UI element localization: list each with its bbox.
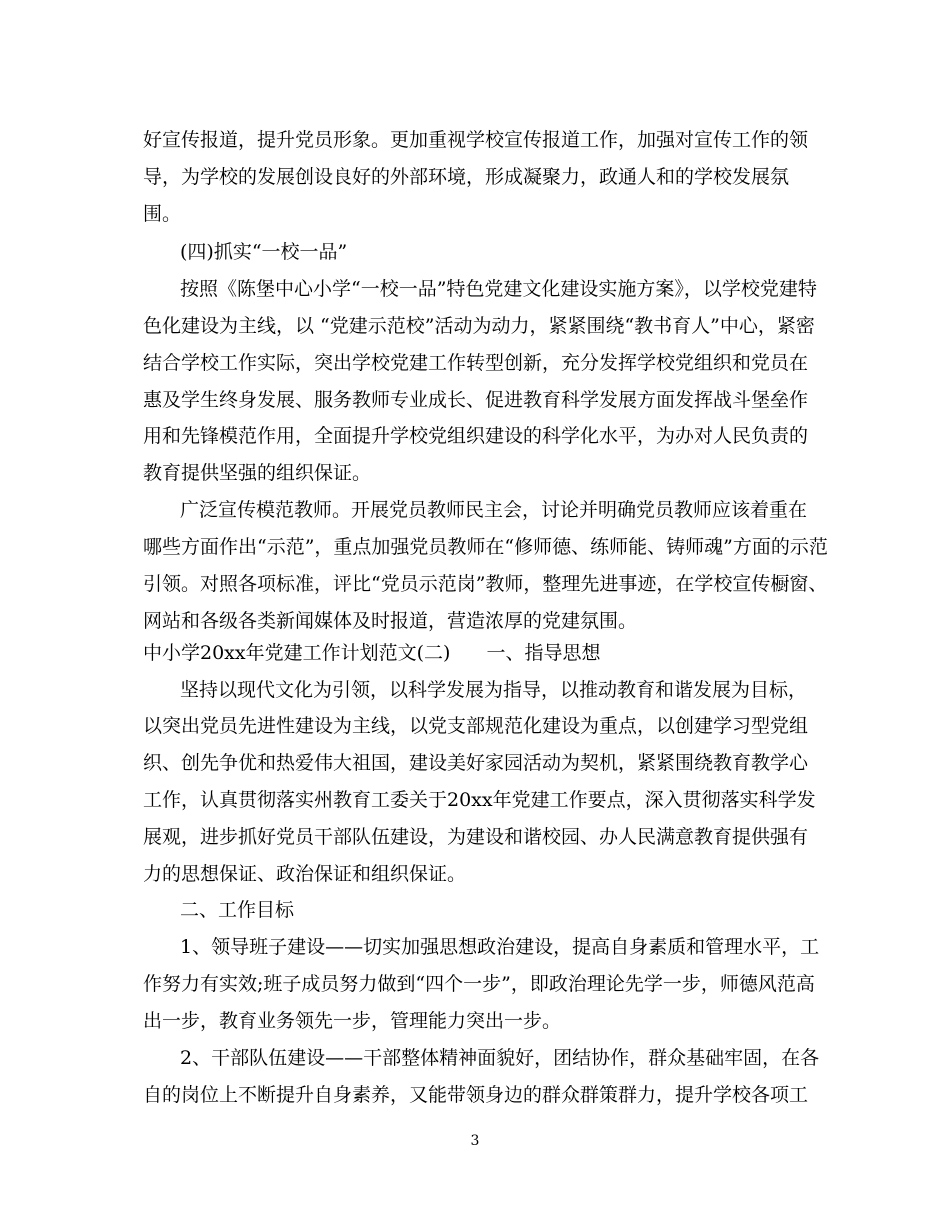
- page-number: 3: [470, 1133, 480, 1149]
- text-line: 工作，认真贯彻落实州教育工委关于20xx年党建工作要点，深入贯彻落实科学发: [143, 789, 816, 811]
- text-line: 按照《陈堡中心小学“一校一品”特色党建文化建设实施方案》，以学校党建特: [180, 278, 817, 300]
- text-line: 以突出党员先进性建设为主线，以党支部规范化建设为重点，以创建学习型党组: [143, 715, 809, 737]
- text-line: 作努力有实效;班子成员努力做到“四个一步”，即政治理论先学一步，师德风范高: [143, 973, 815, 995]
- text-line: 力的思想保证、政治保证和组织保证。: [143, 863, 467, 885]
- section-heading: 二、工作目标: [180, 899, 295, 921]
- section-heading: 一、指导思想: [486, 642, 601, 664]
- text-line: 引领。对照各项标准，评比“党员示范岗”教师，整理先进事迹，在学校宣传橱窗、: [143, 573, 828, 595]
- text-line: 色化建设为主线，以 “党建示范校”活动为动力，紧紧围绕“教书育人”中心，紧密: [143, 315, 815, 337]
- text-line: 展观，进步抓好党员干部队伍建设，为建设和谐校园、办人民满意教育提供强有: [143, 826, 809, 848]
- document-title-line: [143, 641, 600, 665]
- text-line: 织、创先争优和热爱伟大祖国，建设美好家园活动为契机，紧紧围绕教育教学心: [143, 752, 809, 774]
- text-line: 1、领导班子建设——切实加强思想政治建设，提高自身素质和管理水平，工: [180, 936, 820, 958]
- text-line: 自的岗位上不断提升自身素养，又能带领身边的群众群策群力，提升学校各项工: [143, 1084, 809, 1106]
- text-line: 2、干部队伍建设——干部整体精神面貌好，团结协作，群众基础牢固，在各: [180, 1047, 820, 1069]
- text-line: 围。: [143, 203, 182, 225]
- document-title: 中小学20xx年党建工作计划范文(二): [143, 642, 451, 664]
- section-heading: (四)抓实“一校一品”: [180, 241, 348, 263]
- text-line: 网站和各级各类新闻媒体及时报道，营造浓厚的党建氛围。: [143, 610, 638, 632]
- text-line: 出一步，教育业务领先一步，管理能力突出一步。: [143, 1010, 562, 1032]
- text-line: 好宣传报道，提升党员形象。更加重视学校宣传报道工作，加强对宣传工作的领: [143, 129, 809, 151]
- text-line: 惠及学生终身发展、服务教师专业成长、促进教育科学发展方面发挥战斗堡垒作: [143, 389, 809, 411]
- text-line: 教育提供坚强的组织保证。: [143, 462, 372, 484]
- text-line: 广泛宣传模范教师。开展党员教师民主会，讨论并明确党员教师应该着重在: [180, 499, 808, 521]
- text-line: 坚持以现代文化为引领，以科学发展为指导，以推动教育和谐发展为目标，: [180, 679, 808, 701]
- text-line: 导，为学校的发展创设良好的外部环境，形成凝聚力，政通人和的学校发展氛: [143, 166, 790, 188]
- text-line: 哪些方面作出“示范”，重点加强党员教师在“修师德、练师能、铸师魂”方面的示范: [143, 536, 828, 558]
- text-line: 用和先锋模范作用，全面提升学校党组织建设的科学化水平，为办对人民负责的: [143, 425, 809, 447]
- text-line: 结合学校工作实际，突出学校党建工作转型创新，充分发挥学校党组织和党员在: [143, 352, 809, 374]
